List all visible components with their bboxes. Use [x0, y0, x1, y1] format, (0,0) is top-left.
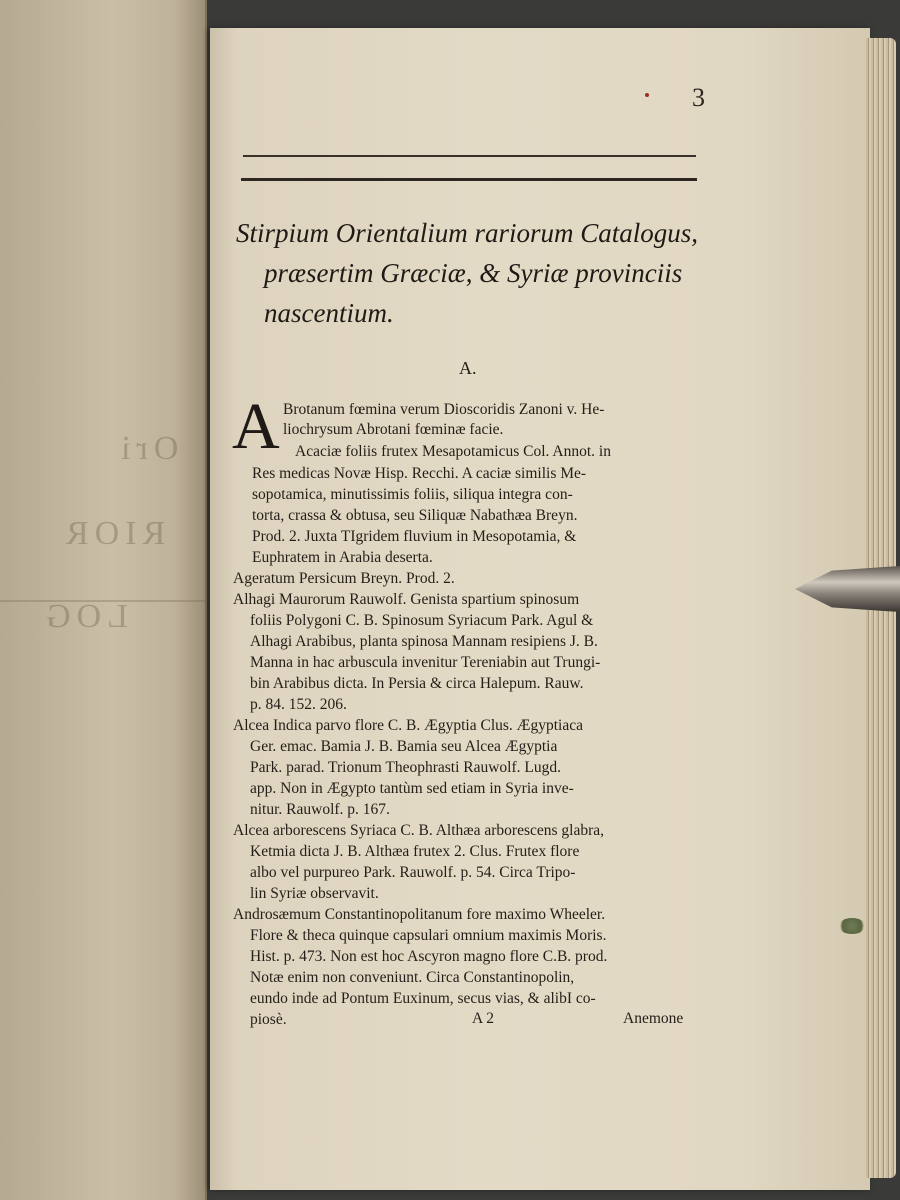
text-line: lin Syriæ observavit.: [250, 885, 379, 902]
text-line: albo vel purpureo Park. Rauwolf. p. 54. Circa Tripo-: [250, 864, 576, 881]
show-through-text: LOG: [40, 598, 128, 635]
title-line: Stirpium Orientalium rariorum Catalogus,: [236, 218, 699, 248]
catchword: Anemone: [623, 1010, 684, 1027]
page-fold: [0, 600, 205, 602]
text-line: Ketmia dicta J. B. Althæa frutex 2. Clus. Frutex flore: [250, 843, 580, 860]
section-heading: A.: [459, 358, 477, 378]
text-line: Alhagi Maurorum Rauwolf. Genista spartium spinosum: [233, 591, 580, 608]
text-line: Euphratem in Arabia deserta.: [252, 549, 433, 566]
text-line: torta, crassa & obtusa, seu Siliquæ Nabathæa Breyn.: [252, 507, 578, 524]
text-line: Notæ enim non conveniunt. Circa Constantinopolin,: [250, 969, 575, 986]
page-number: 3: [692, 83, 705, 112]
text-line: Manna in hac arbuscula invenitur Tereniabin aut Trungi-: [250, 654, 601, 671]
text-line: Alcea Indica parvo flore C. B. Ægyptia Clus. Ægyptiaca: [233, 717, 583, 734]
drop-cap: A: [232, 390, 280, 463]
text-line: Acaciæ foliis frutex Mesapotamicus Col. Annot. in: [295, 443, 611, 460]
text-line: app. Non in Ægypto tantùm sed etiam in Syria inve-: [250, 780, 574, 797]
text-line: p. 84. 152. 206.: [250, 696, 347, 713]
text-line: Flore & theca quinque capsulari omnium maximis Moris.: [250, 927, 607, 944]
text-line: Ageratum Persicum Breyn. Prod. 2.: [233, 570, 455, 587]
text-line: Prod. 2. Juxta TIgridem fluvium in Mesopotamia, &: [252, 528, 577, 545]
text-line: Park. parad. Trionum Theophrasti Rauwolf. Lugd.: [250, 759, 561, 776]
title-line: nascentium.: [264, 298, 394, 328]
text-line: foliis Polygoni C. B. Spinosum Syriacum Park. Agul &: [250, 612, 594, 629]
title-line: præsertim Græciæ, & Syriæ provinciis: [264, 258, 683, 288]
show-through-text: Ori: [115, 430, 179, 467]
text-line: liochrysum Abrotani fœminæ facie.: [283, 421, 504, 438]
text-line: piosè.: [250, 1011, 287, 1028]
show-through-text: RIOR: [60, 515, 166, 552]
text-line: Ger. emac. Bamia J. B. Bamia seu Alcea Ægyptia: [250, 738, 558, 755]
ink-dot: [645, 93, 649, 97]
text-line: nitur. Rauwolf. p. 167.: [250, 801, 390, 818]
page-stain: [838, 918, 866, 934]
text-line: bin Arabibus dicta. In Persia & circa Halepum. Rauw.: [250, 675, 584, 692]
text-line: Hist. p. 473. Non est hoc Ascyron magno flore C.B. prod.: [250, 948, 608, 965]
text-line: Alcea arborescens Syriaca C. B. Althæa arborescens glabra,: [233, 822, 605, 839]
page-title: [236, 213, 706, 333]
text-line: Res medicas Novæ Hisp. Recchi. A caciæ similis Me-: [252, 465, 587, 482]
text-line: Androsæmum Constantinopolitanum fore maximo Wheeler.: [233, 906, 606, 923]
header-rule-thin: [243, 155, 696, 157]
header-rule-thick: [241, 178, 697, 181]
text-line: eundo inde ad Pontum Euxinum, secus vias, & alibI co-: [250, 990, 596, 1007]
text-line: Alhagi Arabibus, planta spinosa Mannam resipiens J. B.: [250, 633, 598, 650]
signature-mark: A 2: [472, 1010, 494, 1027]
facing-page: [0, 0, 207, 1200]
text-line: sopotamica, minutissimis foliis, siliqua integra con-: [252, 486, 573, 503]
text-line: Brotanum fœmina verum Dioscoridis Zanoni v. He-: [283, 401, 605, 418]
